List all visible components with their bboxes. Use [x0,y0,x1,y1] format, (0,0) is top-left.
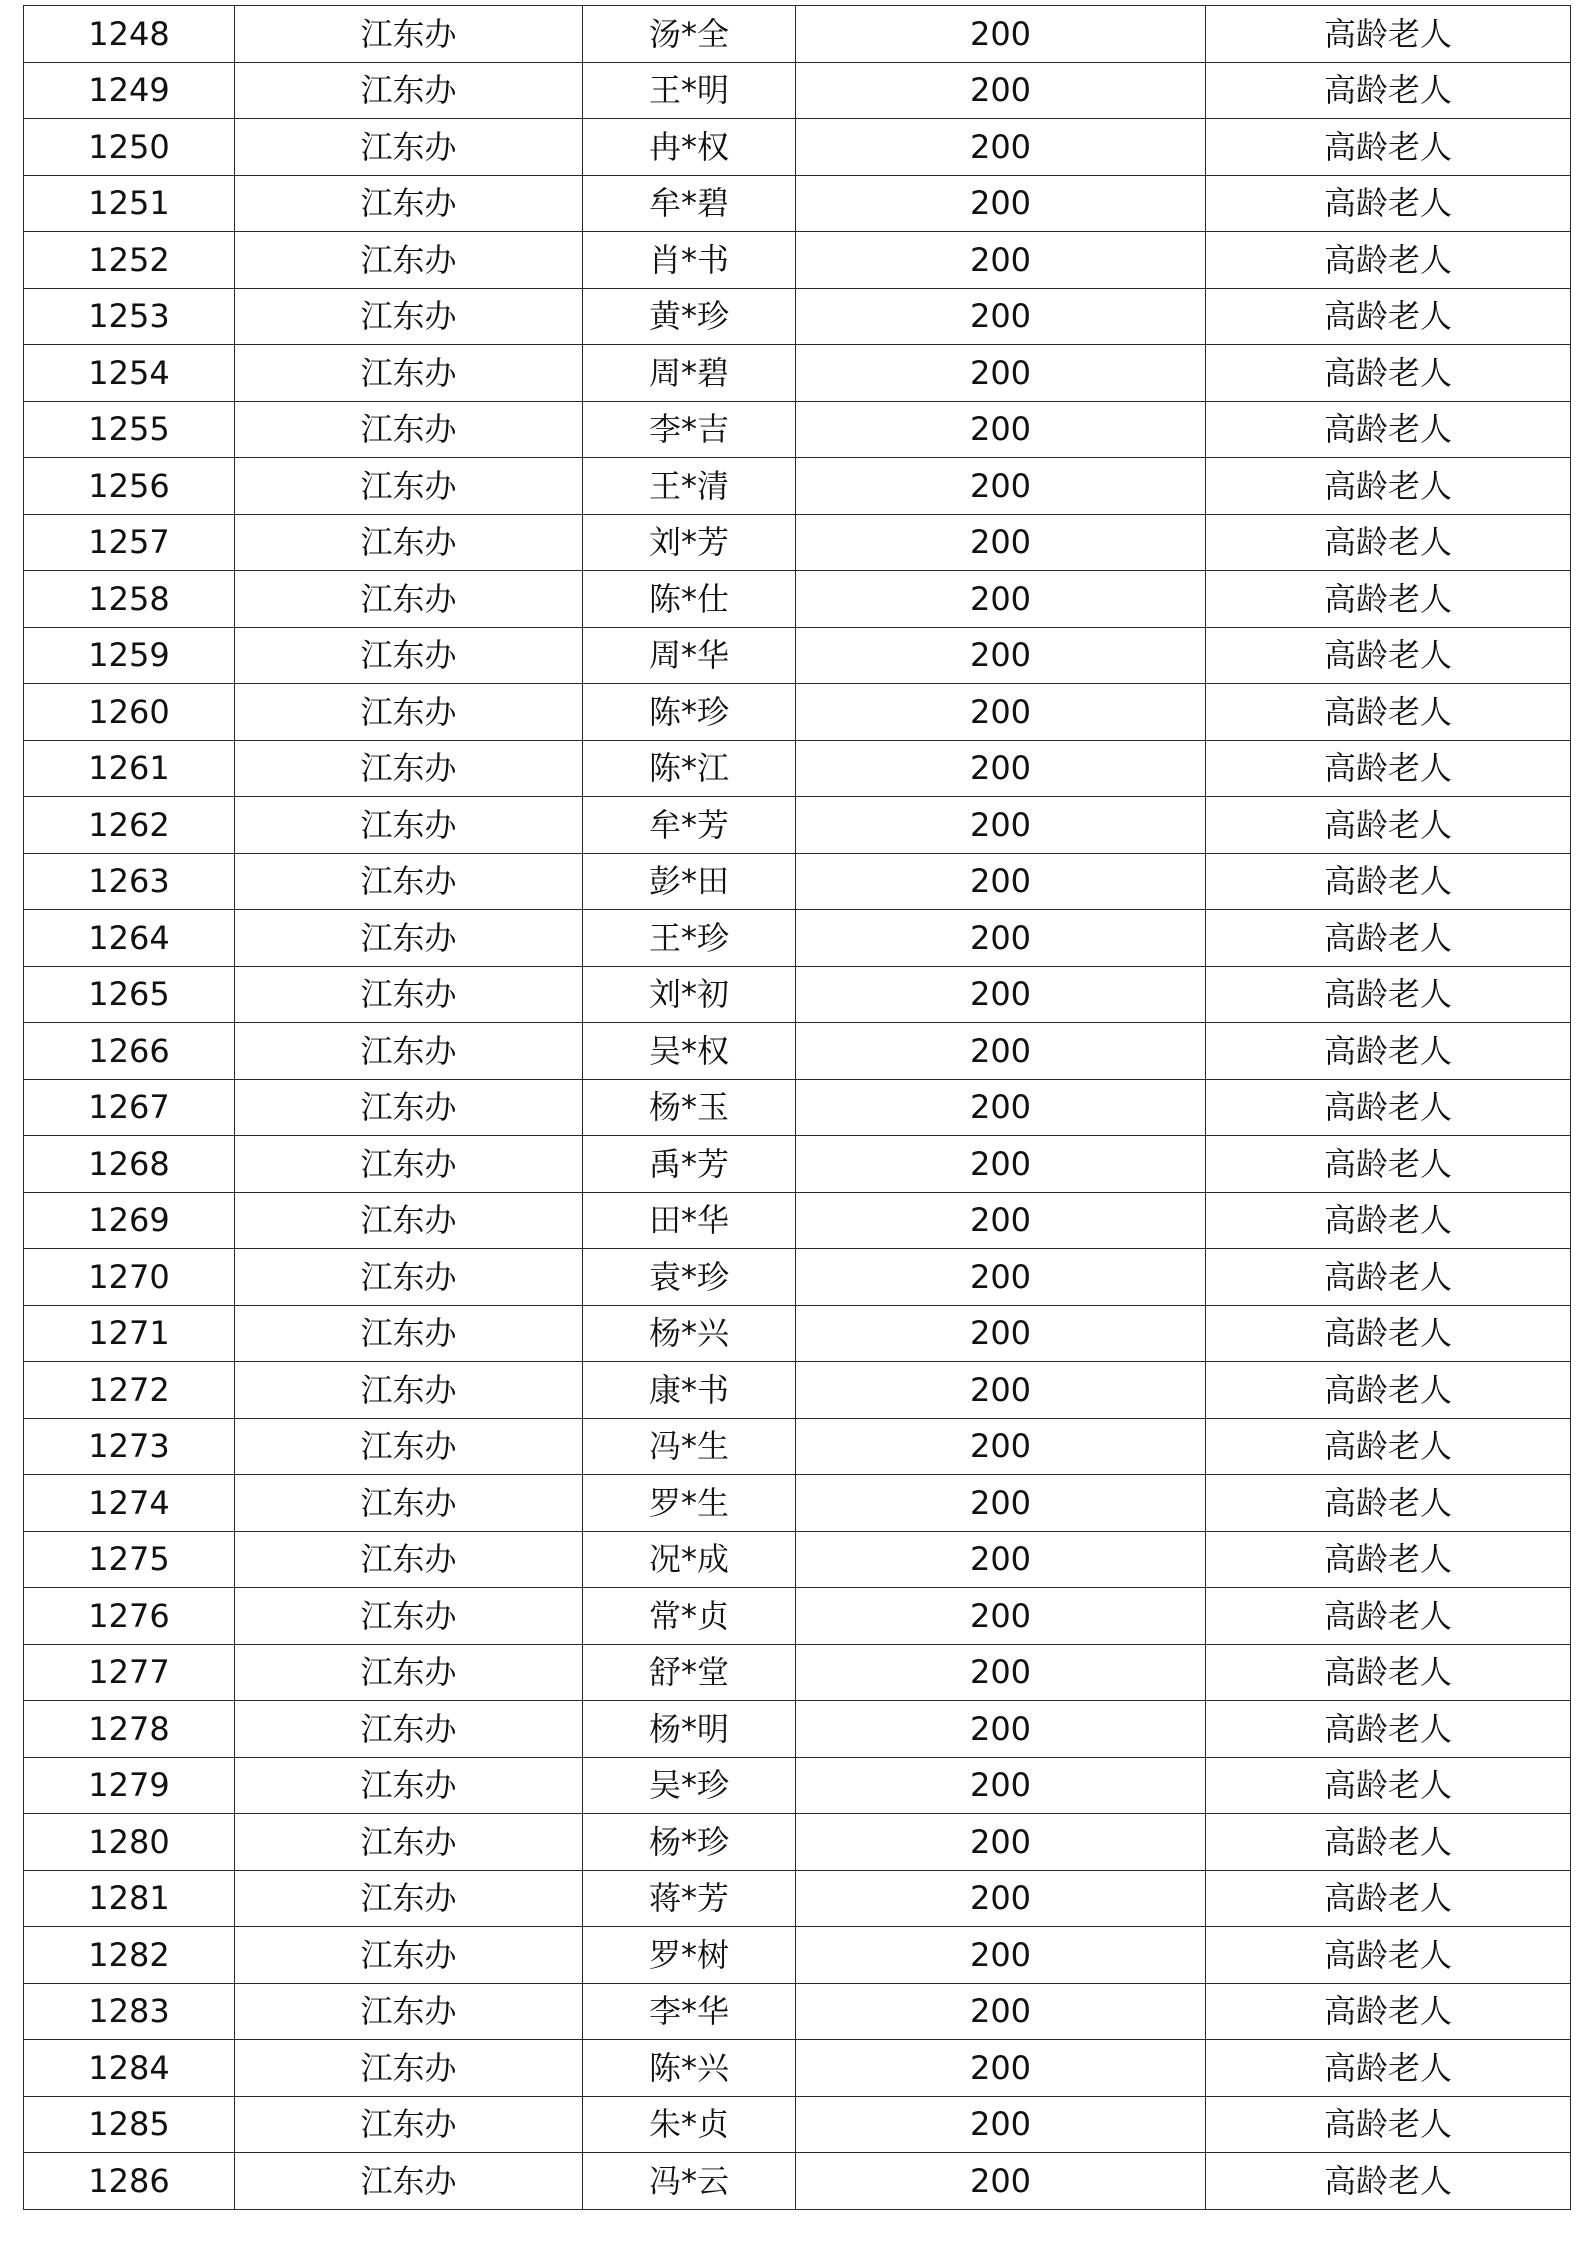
name-cell: 李*吉 [583,401,796,458]
office-cell: 江东办 [235,1531,583,1588]
category-cell: 高龄老人 [1206,853,1571,910]
amount-cell: 200 [796,1701,1206,1758]
category-cell: 高龄老人 [1206,1588,1571,1645]
row-number-cell: 1283 [24,1983,235,2040]
table-row [24,401,1571,458]
category-cell: 高龄老人 [1206,1757,1571,1814]
office-cell: 江东办 [235,910,583,967]
row-number-cell: 1260 [24,684,235,741]
table-row [24,627,1571,684]
row-number-cell: 1251 [24,175,235,232]
table-row [24,1531,1571,1588]
office-cell: 江东办 [235,1418,583,1475]
amount-cell: 200 [796,458,1206,515]
row-number-cell: 1257 [24,514,235,571]
category-cell: 高龄老人 [1206,1136,1571,1193]
amount-cell: 200 [796,1192,1206,1249]
office-cell: 江东办 [235,853,583,910]
amount-cell: 200 [796,1418,1206,1475]
row-number-cell: 1254 [24,345,235,402]
name-cell: 常*贞 [583,1588,796,1645]
row-number-cell: 1256 [24,458,235,515]
category-cell: 高龄老人 [1206,2153,1571,2210]
amount-cell: 200 [796,2096,1206,2153]
table-row [24,2040,1571,2097]
name-cell: 陈*珍 [583,684,796,741]
office-cell: 江东办 [235,1983,583,2040]
name-cell: 周*华 [583,627,796,684]
office-cell: 江东办 [235,1192,583,1249]
row-number-cell: 1274 [24,1475,235,1532]
table-row [24,1701,1571,1758]
office-cell: 江东办 [235,2096,583,2153]
name-cell: 王*珍 [583,910,796,967]
row-number-cell: 1261 [24,740,235,797]
table-row [24,232,1571,289]
name-cell: 陈*江 [583,740,796,797]
name-cell: 周*碧 [583,345,796,402]
amount-cell: 200 [796,1814,1206,1871]
office-cell: 江东办 [235,1079,583,1136]
office-cell: 江东办 [235,345,583,402]
row-number-cell: 1285 [24,2096,235,2153]
amount-cell: 200 [796,571,1206,628]
amount-cell: 200 [796,1531,1206,1588]
table-row [24,2153,1571,2210]
table-row [24,1870,1571,1927]
amount-cell: 200 [796,288,1206,345]
table-row [24,910,1571,967]
table-row [24,175,1571,232]
office-cell: 江东办 [235,1757,583,1814]
category-cell: 高龄老人 [1206,514,1571,571]
office-cell: 江东办 [235,175,583,232]
category-cell: 高龄老人 [1206,627,1571,684]
subsidy-list-sheet [23,5,1570,2210]
row-number-cell: 1276 [24,1588,235,1645]
category-cell: 高龄老人 [1206,401,1571,458]
office-cell: 江东办 [235,1249,583,1306]
row-number-cell: 1262 [24,797,235,854]
category-cell: 高龄老人 [1206,966,1571,1023]
amount-cell: 200 [796,175,1206,232]
name-cell: 冉*权 [583,119,796,176]
table-row [24,62,1571,119]
table-row [24,684,1571,741]
row-number-cell: 1279 [24,1757,235,1814]
name-cell: 蒋*芳 [583,1870,796,1927]
name-cell: 朱*贞 [583,2096,796,2153]
name-cell: 田*华 [583,1192,796,1249]
row-number-cell: 1249 [24,62,235,119]
name-cell: 刘*芳 [583,514,796,571]
office-cell: 江东办 [235,458,583,515]
category-cell: 高龄老人 [1206,1192,1571,1249]
name-cell: 况*成 [583,1531,796,1588]
row-number-cell: 1259 [24,627,235,684]
table-row [24,966,1571,1023]
amount-cell: 200 [796,1249,1206,1306]
amount-cell: 200 [796,853,1206,910]
name-cell: 冯*云 [583,2153,796,2210]
office-cell: 江东办 [235,1588,583,1645]
row-number-cell: 1253 [24,288,235,345]
name-cell: 杨*明 [583,1701,796,1758]
name-cell: 牟*芳 [583,797,796,854]
office-cell: 江东办 [235,119,583,176]
table-row [24,514,1571,571]
category-cell: 高龄老人 [1206,1644,1571,1701]
office-cell: 江东办 [235,1023,583,1080]
office-cell: 江东办 [235,62,583,119]
amount-cell: 200 [796,401,1206,458]
table-row [24,1588,1571,1645]
category-cell: 高龄老人 [1206,1475,1571,1532]
table-row [24,1023,1571,1080]
office-cell: 江东办 [235,401,583,458]
table-row [24,1192,1571,1249]
amount-cell: 200 [796,1023,1206,1080]
amount-cell: 200 [796,1136,1206,1193]
table-row [24,740,1571,797]
name-cell: 罗*生 [583,1475,796,1532]
office-cell: 江东办 [235,966,583,1023]
amount-cell: 200 [796,1079,1206,1136]
office-cell: 江东办 [235,514,583,571]
office-cell: 江东办 [235,1644,583,1701]
table-row [24,571,1571,628]
category-cell: 高龄老人 [1206,1362,1571,1419]
category-cell: 高龄老人 [1206,1418,1571,1475]
row-number-cell: 1272 [24,1362,235,1419]
amount-cell: 200 [796,2153,1206,2210]
office-cell: 江东办 [235,740,583,797]
amount-cell: 200 [796,1475,1206,1532]
category-cell: 高龄老人 [1206,288,1571,345]
table-row [24,1249,1571,1306]
row-number-cell: 1284 [24,2040,235,2097]
table-row [24,1644,1571,1701]
name-cell: 王*清 [583,458,796,515]
name-cell: 吴*权 [583,1023,796,1080]
amount-cell: 200 [796,62,1206,119]
table-row [24,1418,1571,1475]
category-cell: 高龄老人 [1206,797,1571,854]
name-cell: 王*明 [583,62,796,119]
amount-cell: 200 [796,1983,1206,2040]
name-cell: 刘*初 [583,966,796,1023]
office-cell: 江东办 [235,1814,583,1871]
amount-cell: 200 [796,1870,1206,1927]
table-row [24,2096,1571,2153]
amount-cell: 200 [796,627,1206,684]
table-row [24,288,1571,345]
table-row [24,1983,1571,2040]
table-body [24,6,1571,2210]
name-cell: 罗*树 [583,1927,796,1984]
name-cell: 杨*珍 [583,1814,796,1871]
table-row [24,1079,1571,1136]
category-cell: 高龄老人 [1206,6,1571,63]
name-cell: 彭*田 [583,853,796,910]
name-cell: 吴*珍 [583,1757,796,1814]
table-row [24,6,1571,63]
category-cell: 高龄老人 [1206,1305,1571,1362]
amount-cell: 200 [796,119,1206,176]
office-cell: 江东办 [235,1701,583,1758]
amount-cell: 200 [796,345,1206,402]
row-number-cell: 1263 [24,853,235,910]
row-number-cell: 1266 [24,1023,235,1080]
category-cell: 高龄老人 [1206,571,1571,628]
office-cell: 江东办 [235,2040,583,2097]
name-cell: 肖*书 [583,232,796,289]
category-cell: 高龄老人 [1206,345,1571,402]
subsidy-table [23,5,1571,2210]
name-cell: 牟*碧 [583,175,796,232]
name-cell: 陈*仕 [583,571,796,628]
amount-cell: 200 [796,232,1206,289]
office-cell: 江东办 [235,1305,583,1362]
name-cell: 禹*芳 [583,1136,796,1193]
row-number-cell: 1286 [24,2153,235,2210]
name-cell: 康*书 [583,1362,796,1419]
category-cell: 高龄老人 [1206,1814,1571,1871]
table-row [24,1757,1571,1814]
row-number-cell: 1273 [24,1418,235,1475]
category-cell: 高龄老人 [1206,2096,1571,2153]
table-row [24,1305,1571,1362]
office-cell: 江东办 [235,232,583,289]
name-cell: 袁*珍 [583,1249,796,1306]
office-cell: 江东办 [235,684,583,741]
name-cell: 舒*堂 [583,1644,796,1701]
name-cell: 冯*生 [583,1418,796,1475]
category-cell: 高龄老人 [1206,1870,1571,1927]
row-number-cell: 1248 [24,6,235,63]
amount-cell: 200 [796,966,1206,1023]
row-number-cell: 1269 [24,1192,235,1249]
table-row [24,119,1571,176]
category-cell: 高龄老人 [1206,119,1571,176]
row-number-cell: 1271 [24,1305,235,1362]
table-row [24,458,1571,515]
table-row [24,1814,1571,1871]
category-cell: 高龄老人 [1206,1079,1571,1136]
category-cell: 高龄老人 [1206,2040,1571,2097]
row-number-cell: 1265 [24,966,235,1023]
table-row [24,345,1571,402]
category-cell: 高龄老人 [1206,684,1571,741]
category-cell: 高龄老人 [1206,1023,1571,1080]
amount-cell: 200 [796,1644,1206,1701]
row-number-cell: 1268 [24,1136,235,1193]
office-cell: 江东办 [235,1927,583,1984]
category-cell: 高龄老人 [1206,232,1571,289]
category-cell: 高龄老人 [1206,910,1571,967]
amount-cell: 200 [796,6,1206,63]
row-number-cell: 1267 [24,1079,235,1136]
amount-cell: 200 [796,684,1206,741]
name-cell: 汤*全 [583,6,796,63]
category-cell: 高龄老人 [1206,1701,1571,1758]
category-cell: 高龄老人 [1206,175,1571,232]
row-number-cell: 1264 [24,910,235,967]
office-cell: 江东办 [235,627,583,684]
amount-cell: 200 [796,1588,1206,1645]
row-number-cell: 1277 [24,1644,235,1701]
category-cell: 高龄老人 [1206,1927,1571,1984]
office-cell: 江东办 [235,1475,583,1532]
row-number-cell: 1278 [24,1701,235,1758]
row-number-cell: 1281 [24,1870,235,1927]
row-number-cell: 1282 [24,1927,235,1984]
row-number-cell: 1258 [24,571,235,628]
office-cell: 江东办 [235,288,583,345]
row-number-cell: 1255 [24,401,235,458]
amount-cell: 200 [796,2040,1206,2097]
name-cell: 杨*玉 [583,1079,796,1136]
table-row [24,853,1571,910]
office-cell: 江东办 [235,571,583,628]
amount-cell: 200 [796,1305,1206,1362]
office-cell: 江东办 [235,1136,583,1193]
category-cell: 高龄老人 [1206,1531,1571,1588]
amount-cell: 200 [796,1757,1206,1814]
name-cell: 杨*兴 [583,1305,796,1362]
office-cell: 江东办 [235,1870,583,1927]
name-cell: 李*华 [583,1983,796,2040]
category-cell: 高龄老人 [1206,740,1571,797]
amount-cell: 200 [796,740,1206,797]
row-number-cell: 1270 [24,1249,235,1306]
office-cell: 江东办 [235,2153,583,2210]
office-cell: 江东办 [235,1362,583,1419]
name-cell: 陈*兴 [583,2040,796,2097]
office-cell: 江东办 [235,6,583,63]
category-cell: 高龄老人 [1206,458,1571,515]
category-cell: 高龄老人 [1206,1249,1571,1306]
row-number-cell: 1252 [24,232,235,289]
office-cell: 江东办 [235,797,583,854]
row-number-cell: 1280 [24,1814,235,1871]
row-number-cell: 1250 [24,119,235,176]
table-row [24,1927,1571,1984]
category-cell: 高龄老人 [1206,62,1571,119]
table-row [24,1475,1571,1532]
name-cell: 黄*珍 [583,288,796,345]
category-cell: 高龄老人 [1206,1983,1571,2040]
amount-cell: 200 [796,797,1206,854]
amount-cell: 200 [796,1362,1206,1419]
table-row [24,797,1571,854]
amount-cell: 200 [796,910,1206,967]
row-number-cell: 1275 [24,1531,235,1588]
table-row [24,1362,1571,1419]
amount-cell: 200 [796,514,1206,571]
table-row [24,1136,1571,1193]
amount-cell: 200 [796,1927,1206,1984]
